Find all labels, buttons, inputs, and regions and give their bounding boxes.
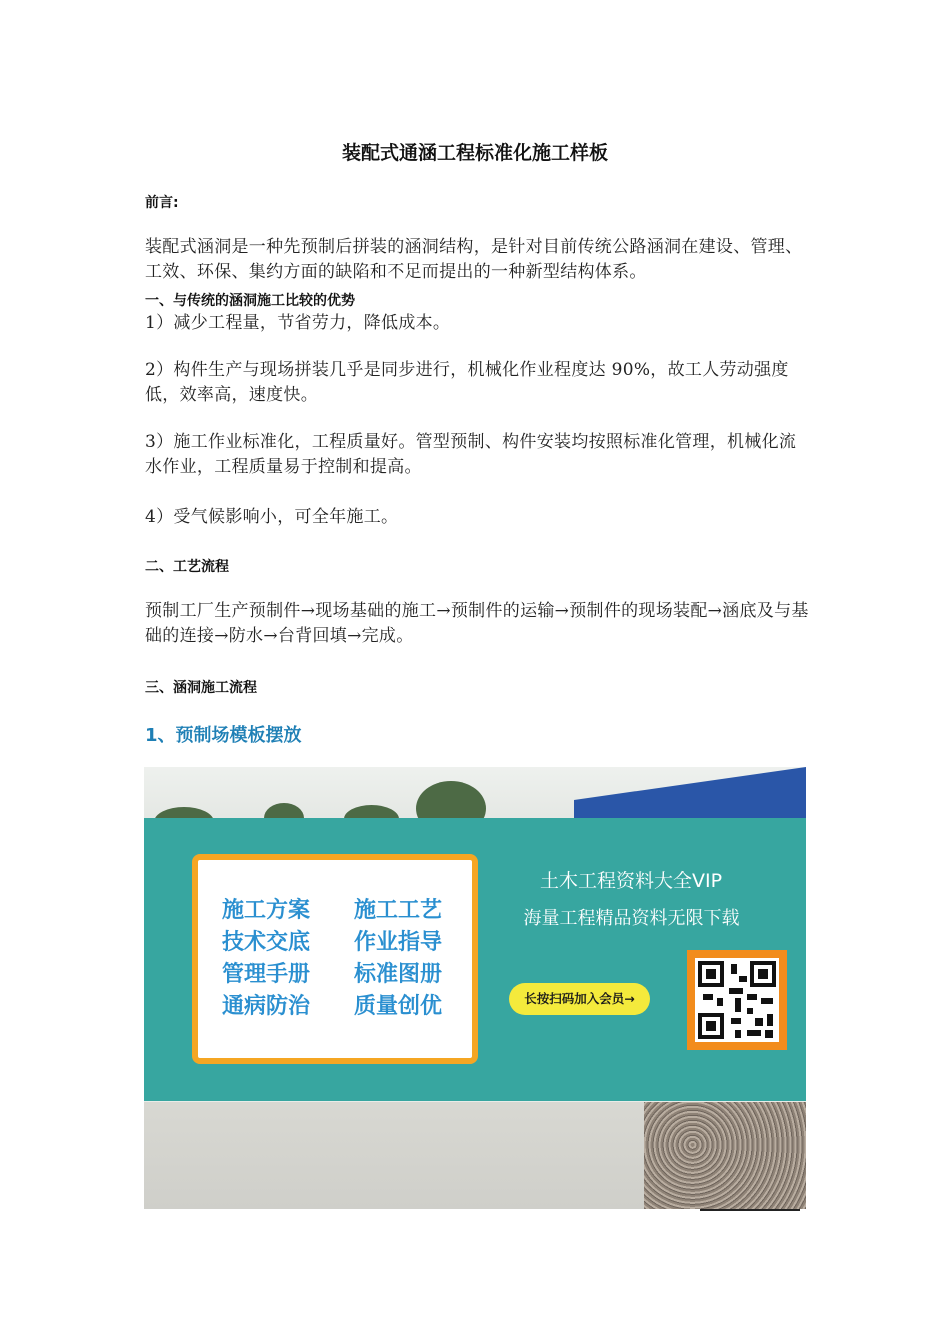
divider	[700, 1209, 800, 1211]
section1-heading: 一、与传统的涵洞施工比较的优势	[145, 293, 355, 309]
promo-banner[interactable]	[144, 818, 806, 1101]
promo-category-grid	[222, 898, 464, 1020]
section2-heading: 二、工艺流程	[145, 559, 229, 575]
promo-category-box	[192, 854, 478, 1064]
advantage-item-3: 3）施工作业标准化，工程质量好。管型预制、构件安装均按照标准化管理，机械化流水作业，工程质量易于控制和提高。	[145, 432, 797, 477]
gravel-pile	[644, 1102, 806, 1209]
promo-item: 标准图册	[354, 962, 443, 987]
section3-heading: 三、涵洞施工流程	[145, 680, 257, 696]
promo-title: 土木工程资料大全VIP	[539, 870, 723, 892]
promo-item: 质量创优	[354, 994, 443, 1019]
preface-heading: 前言:	[145, 195, 179, 211]
site-photo	[144, 767, 806, 1209]
promo-item: 通病防治	[222, 994, 311, 1019]
promo-item: 施工工艺	[354, 898, 443, 923]
document-title: 装配式通涵工程标准化施工样板	[341, 142, 608, 164]
advantage-item-4: 4）受气候影响小，可全年施工。	[145, 507, 399, 527]
promo-item: 技术交底	[222, 930, 311, 955]
advantage-item-1: 1）减少工程量，节省劳力，降低成本。	[145, 313, 451, 333]
advantage-item-2: 2）构件生产与现场拼装几乎是同步进行，机械化作业程度达 90%，故工人劳动强度低，效率高，速度快。	[145, 360, 789, 405]
preface-paragraph: 装配式涵洞是一种先预制后拼装的涵洞结构，是针对目前传统公路涵洞在建设、管理、工效、环保、集约方面的缺陷和不足而提出的一种新型结构体系。	[145, 237, 803, 282]
promo-item: 管理手册	[222, 962, 311, 987]
qr-code-icon[interactable]	[687, 950, 787, 1050]
qr-code	[695, 958, 779, 1042]
promo-item: 作业指导	[354, 930, 443, 955]
promo-item: 施工方案	[222, 898, 311, 923]
join-member-button[interactable]: 长按扫码加入会员→	[509, 983, 650, 1015]
subsection-heading: 1、预制场模板摆放	[145, 725, 302, 746]
promo-subtitle: 海量工程精品资料无限下载	[523, 908, 740, 929]
process-flow-paragraph: 预制工厂生产预制件→现场基础的施工→预制件的运输→预制件的现场装配→涵底及与基础的连接→防水→台背回填→完成。	[145, 601, 809, 646]
